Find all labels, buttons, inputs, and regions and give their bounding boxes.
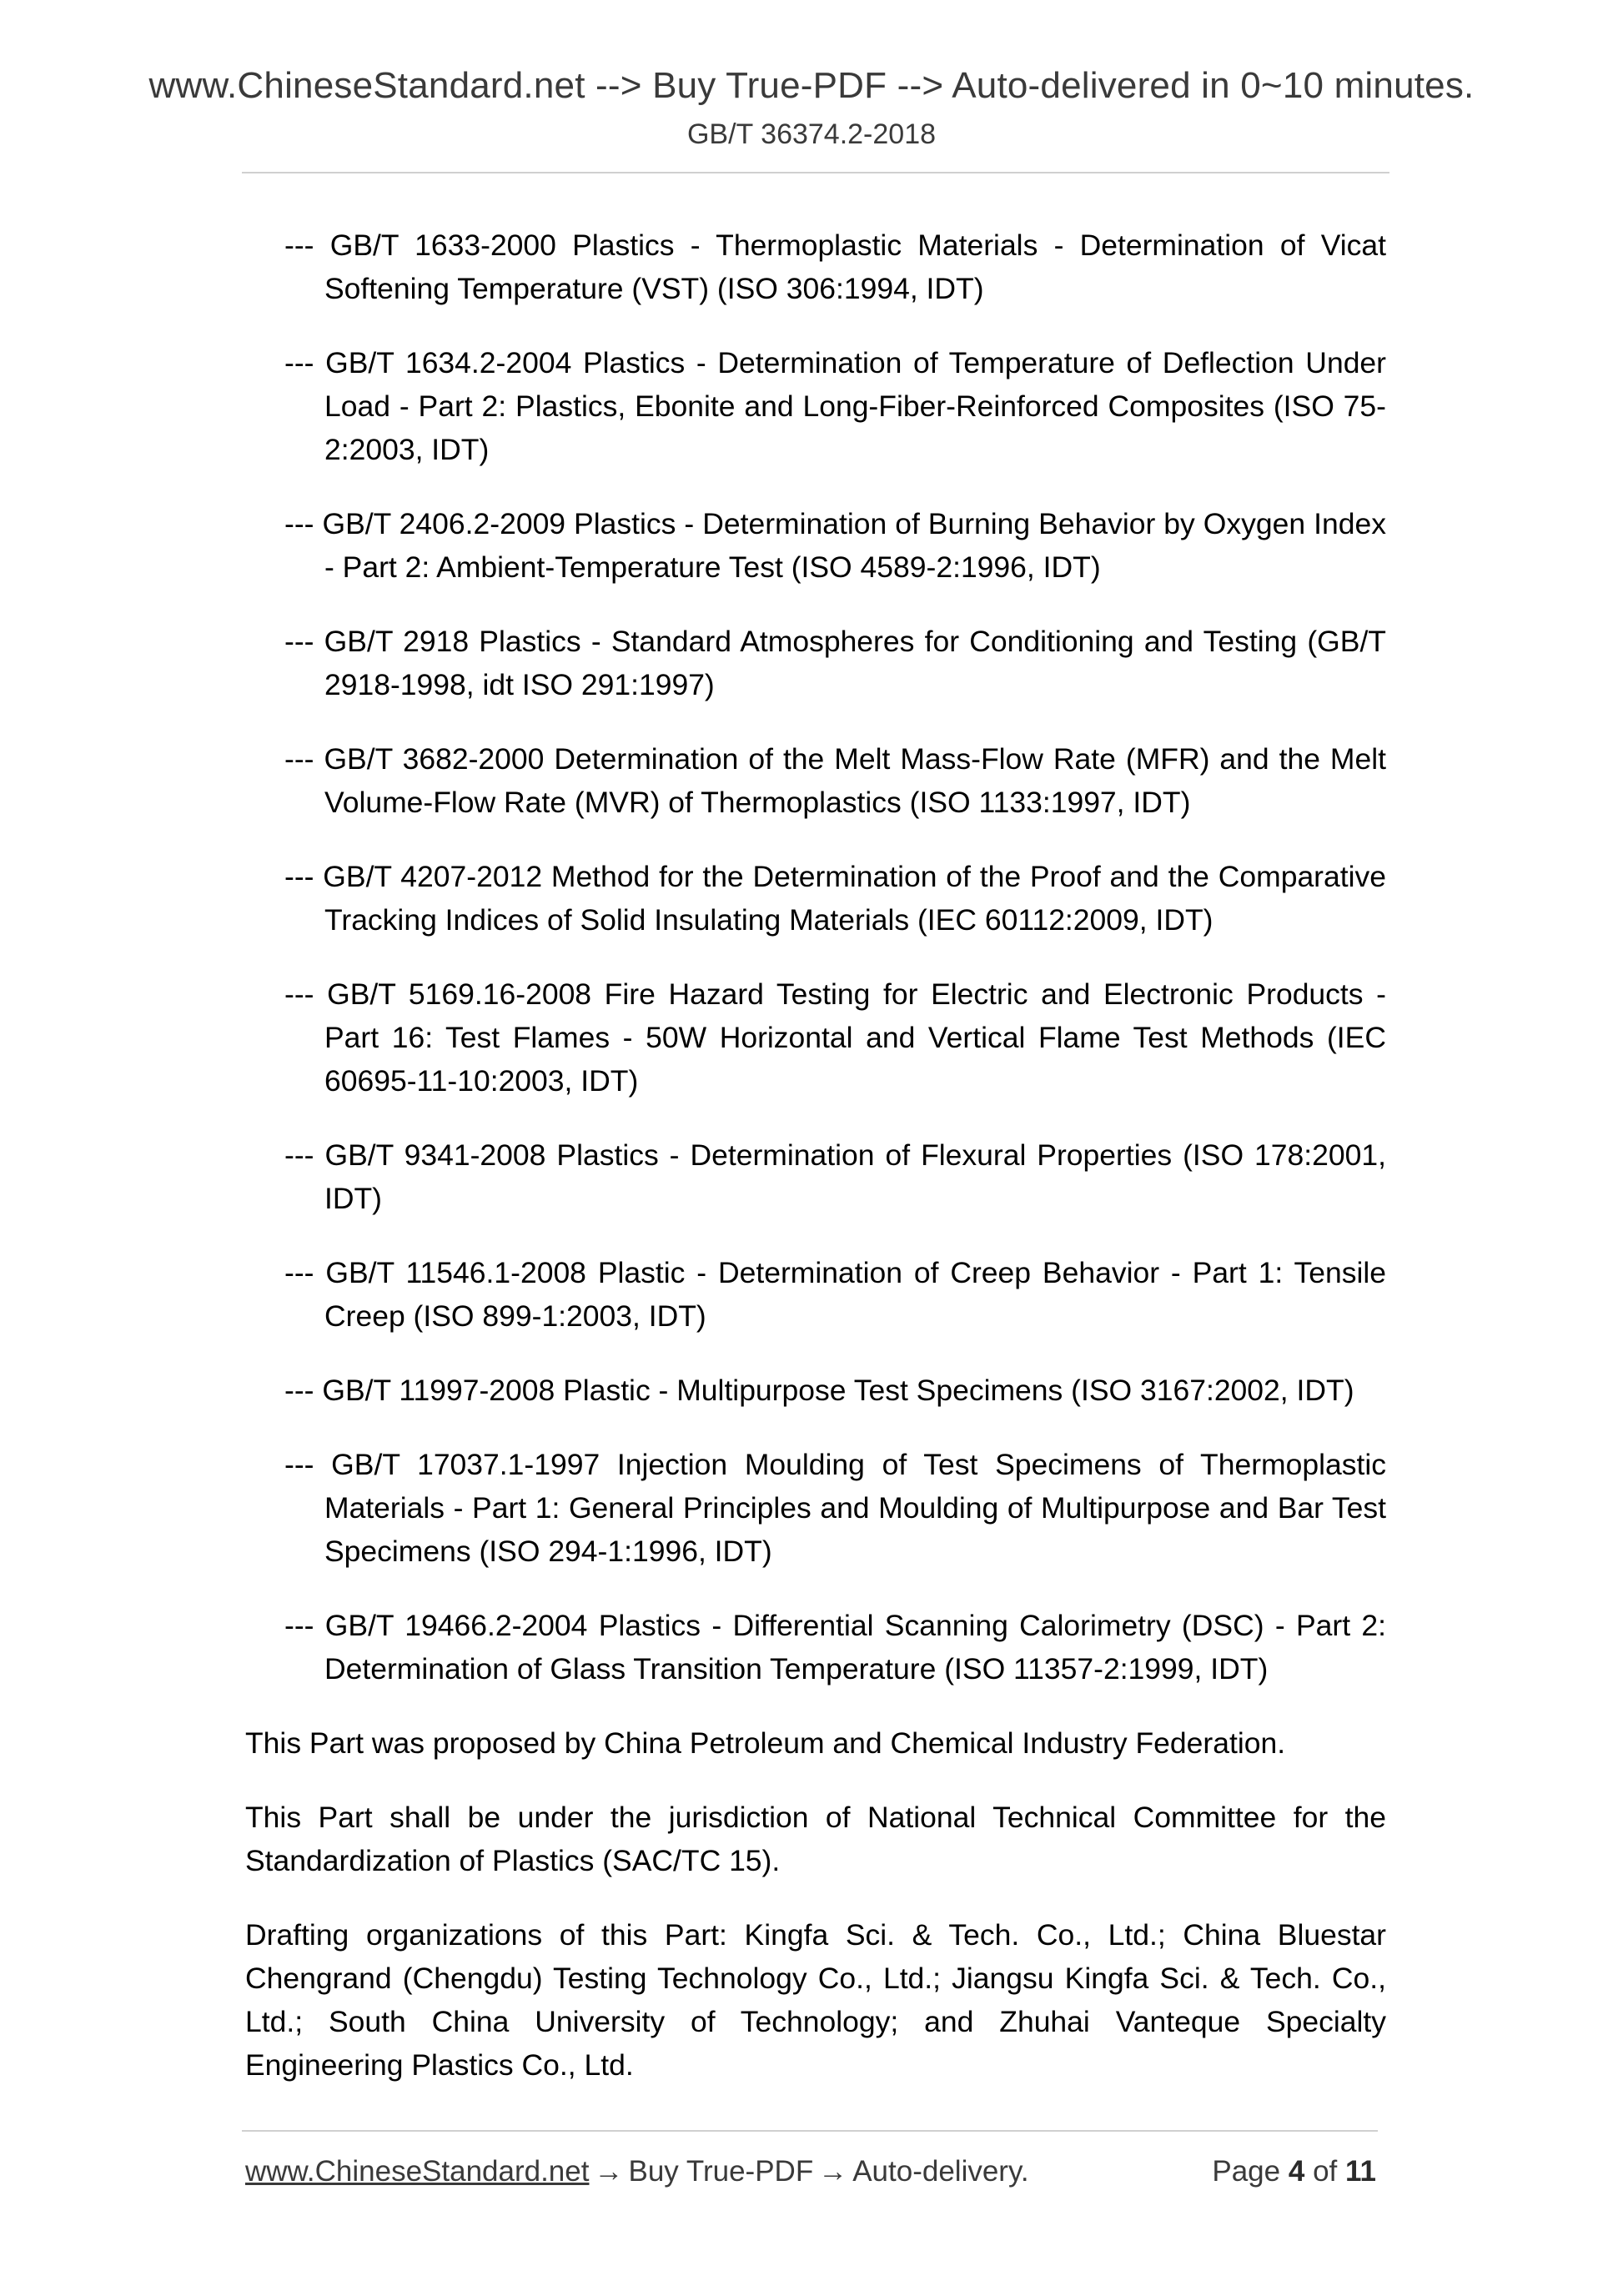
- page-indicator: [1212, 2155, 1376, 2188]
- reference-item: --- GB/T 5169.16-2008 Fire Hazard Testing for Electric and Electronic Products - Part 16: Test Flames - 50W Horizontal and Vertical Flame Test Methods (IEC 60695-11-10:2003, IDT): [284, 977, 1386, 1098]
- reference-item: --- GB/T 4207-2012 Method for the Determination of the Proof and the Comparative Tracking Indices of Solid Insulating Materials (IEC 60112:2009, IDT): [284, 860, 1386, 937]
- page-total: 11: [1345, 2155, 1376, 2188]
- site-link[interactable]: www.ChineseStandard.net: [245, 2155, 590, 2188]
- reference-item: --- GB/T 11997-2008 Plastic - Multipurpose Test Specimens (ISO 3167:2002, IDT): [284, 1374, 1354, 1407]
- reference-item: --- GB/T 3682-2000 Determination of the Melt Mass-Flow Rate (MFR) and the Melt Volume-Flow Rate (MVR) of Thermoplastics (ISO 1133:1997, IDT): [284, 742, 1386, 819]
- page-current: 4: [1288, 2155, 1305, 2188]
- reference-item: --- GB/T 19466.2-2004 Plastics - Differential Scanning Calorimetry (DSC) - Part 2: Determination of Glass Transition Temperature (ISO 11357-2:1999, IDT): [284, 1609, 1386, 1686]
- buy-pdf-text: Buy True-PDF: [628, 2155, 814, 2188]
- header-divider: [242, 172, 1389, 173]
- standard-number: GB/T 36374.2-2018: [686, 118, 937, 150]
- arrow-right-icon: →: [818, 2155, 848, 2188]
- footer-divider: [242, 2130, 1378, 2132]
- drafting-organizations-paragraph: Drafting organizations of this Part: Kingfa Sci. & Tech. Co., Ltd.; China Bluestar Chengrand (Chengdu) Testing Technology Co., Ltd.; Jiangsu Kingfa Sci. & Tech. Co., Ltd.; South China University of Technology; and Zhuhai Vanteque Specialty Engineering Plastics Co., Ltd.: [245, 1918, 1386, 2082]
- page-label: Page: [1212, 2155, 1281, 2188]
- reference-item: --- GB/T 2406.2-2009 Plastics - Determination of Burning Behavior by Oxygen Index - Part 2: Ambient-Temperature Test (ISO 4589-2:1996, IDT): [284, 507, 1386, 584]
- reference-item: --- GB/T 9341-2008 Plastics - Determination of Flexural Properties (ISO 178:2001, IDT): [284, 1138, 1386, 1215]
- page-content: [245, 224, 1386, 2118]
- reference-list: [245, 224, 1386, 1691]
- page-of-label: of: [1313, 2155, 1338, 2188]
- auto-delivery-text: Auto-delivery.: [852, 2155, 1029, 2188]
- arrow-right-icon: →: [594, 2155, 624, 2188]
- reference-item: --- GB/T 2918 Plastics - Standard Atmospheres for Conditioning and Testing (GB/T 2918-1998, idt ISO 291:1997): [284, 625, 1386, 701]
- reference-item: --- GB/T 17037.1-1997 Injection Moulding of Test Specimens of Thermoplastic Materials - Part 1: General Principles and Moulding of Multipurpose and Bar Test Specimens (ISO 294-1:1996, IDT): [284, 1448, 1386, 1568]
- footer-navigation: [245, 2155, 1029, 2188]
- jurisdiction-paragraph: This Part shall be under the jurisdiction of National Technical Committee for the Standardization of Plastics (SAC/TC 15).: [245, 1801, 1386, 1877]
- reference-item: --- GB/T 1633-2000 Plastics - Thermoplastic Materials - Determination of Vicat Softening Temperature (VST) (ISO 306:1994, IDT): [284, 229, 1386, 305]
- reference-item: --- GB/T 1634.2-2004 Plastics - Determination of Temperature of Deflection Under Load - Part 2: Plastics, Ebonite and Long-Fiber-Reinforced Composites (ISO 75-2:2003, IDT): [284, 346, 1386, 466]
- page-footer: [245, 2155, 1376, 2197]
- header-banner: www.ChineseStandard.net --> Buy True-PDF --> Auto-delivered in 0~10 minutes.: [148, 65, 1475, 106]
- proposed-by-paragraph: This Part was proposed by China Petroleum and Chemical Industry Federation.: [245, 1726, 1286, 1760]
- reference-item: --- GB/T 11546.1-2008 Plastic - Determination of Creep Behavior - Part 1: Tensile Creep (ISO 899-1:2003, IDT): [284, 1256, 1386, 1333]
